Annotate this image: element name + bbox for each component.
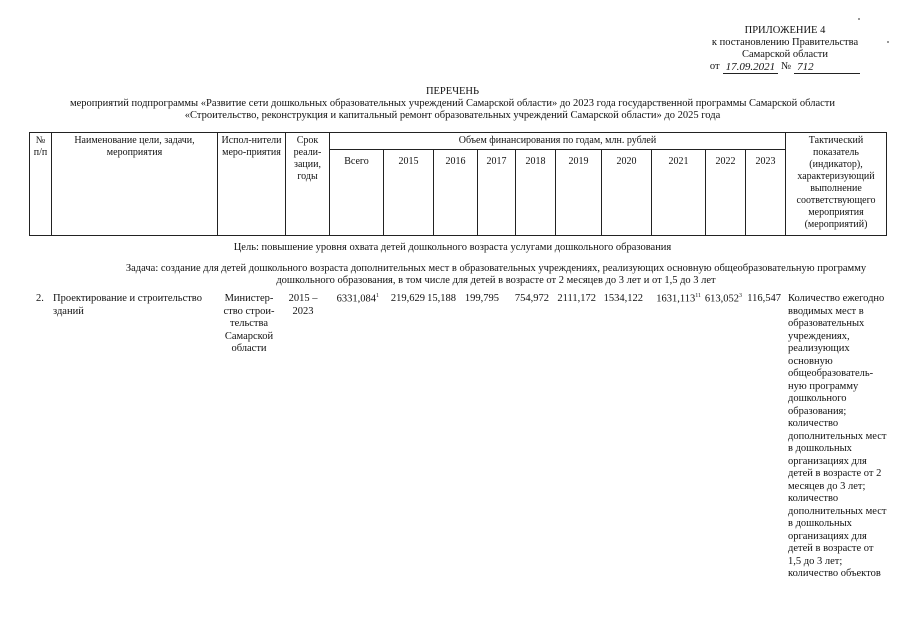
footnote-mark: 11 (695, 293, 701, 299)
header-indicator: Тактический показатель (индикатор), характеризующий выполнение соответствующего мероприятия (мероприятий) (786, 133, 887, 236)
header-year: 2020 (602, 150, 652, 236)
document-subtitle-line-2: «Строительство, реконструкция и капитальный ремонт образовательных учреждений Самарской области» до 2025 года (184, 110, 721, 121)
handwritten-number: 712 (794, 61, 860, 74)
footnote-mark: 3 (739, 293, 742, 299)
value-2016: 15,188 (427, 293, 456, 304)
document-subtitle-line-1: мероприятий подпрограммы «Развитие сети дошкольных образовательных учреждений Самарской области» до 2023 года государственной программы Самарской области (69, 98, 836, 109)
footnote-mark: 1 (376, 293, 379, 299)
row-executor: Министер-ство строи-тельства Самарской области (223, 293, 275, 354)
value-2015: 219,629 (390, 293, 425, 304)
value-2019: 2111,172 (557, 293, 596, 304)
goal-line: Цель: повышение уровня охвата детей дошкольного возраста услугами дошкольного образования (233, 242, 672, 253)
header-year: 2022 (706, 150, 746, 236)
row-name: Проектирование и строительство зданий (53, 293, 202, 317)
table-header (29, 132, 887, 236)
header-name: Наименование цели, задачи, мероприятия (52, 133, 218, 236)
value-2020: 1534,122 (603, 293, 643, 304)
header-year: 2015 (384, 150, 434, 236)
appendix-line-2: к постановлению Правительства (711, 37, 859, 48)
header-financing: Объем финансирования по годам, млн. рублей (330, 133, 786, 150)
handwritten-date: 17.09.2021 (723, 61, 779, 74)
value-2017: 199,795 (464, 293, 499, 304)
value-2018: 754,972 (514, 293, 549, 304)
scan-speck (887, 41, 889, 43)
header-term: Срок реали-зации, годы (286, 133, 330, 236)
scan-speck (858, 18, 860, 20)
value-2022: 613,052$^3$ (704, 293, 742, 305)
header-year: 2023 (746, 150, 786, 236)
header-total: Всего (330, 150, 384, 236)
appendix-date-line (690, 61, 880, 74)
number-label: № (781, 61, 792, 72)
value-2021: 1631,113$^{11}$ (656, 293, 701, 305)
appendix-title: ПРИЛОЖЕНИЕ 4 (744, 25, 826, 36)
header-executor: Испол-нители меро-приятия (218, 133, 286, 236)
task-line: Задача: создание для детей дошкольного возраста дополнительных мест в образовательных учреждениях, реализующих основную общеобразовательную программу дошкольного образования, в том числе для детей в возрасте от 2 месяцев до 3 лет и от 1,5 до 3 лет (125, 263, 867, 286)
header-year: 2018 (516, 150, 556, 236)
document-title: ПЕРЕЧЕНЬ (425, 86, 480, 97)
row-term: 2015 – 2023 (288, 293, 318, 317)
header-year: 2019 (556, 150, 602, 236)
appendix-block (690, 25, 880, 74)
header-year: 2021 (652, 150, 706, 236)
row-number: 2. (36, 293, 44, 304)
value-2023: 116,547 (747, 293, 781, 304)
row-indicator: Количество ежегодно вводимых мест в образовательных учреждениях, реализующих основную общеобразователь-ную программу дошкольного образования; количество дополнительных мест в дошкольных организациях для детей в возрасте от 2 месяцев до 3 лет; количество дополнительных мест в дошкольных организациях для детей в возрасте от 1,5 до 3 лет; количество объектов (788, 293, 887, 579)
from-label: от (709, 61, 720, 72)
header-year: 2017 (478, 150, 516, 236)
appendix-line-3: Самарской области (742, 49, 828, 60)
value-total: 6331,084$^1$ (336, 293, 379, 305)
header-no: № п/п (30, 133, 52, 236)
header-year: 2016 (434, 150, 478, 236)
